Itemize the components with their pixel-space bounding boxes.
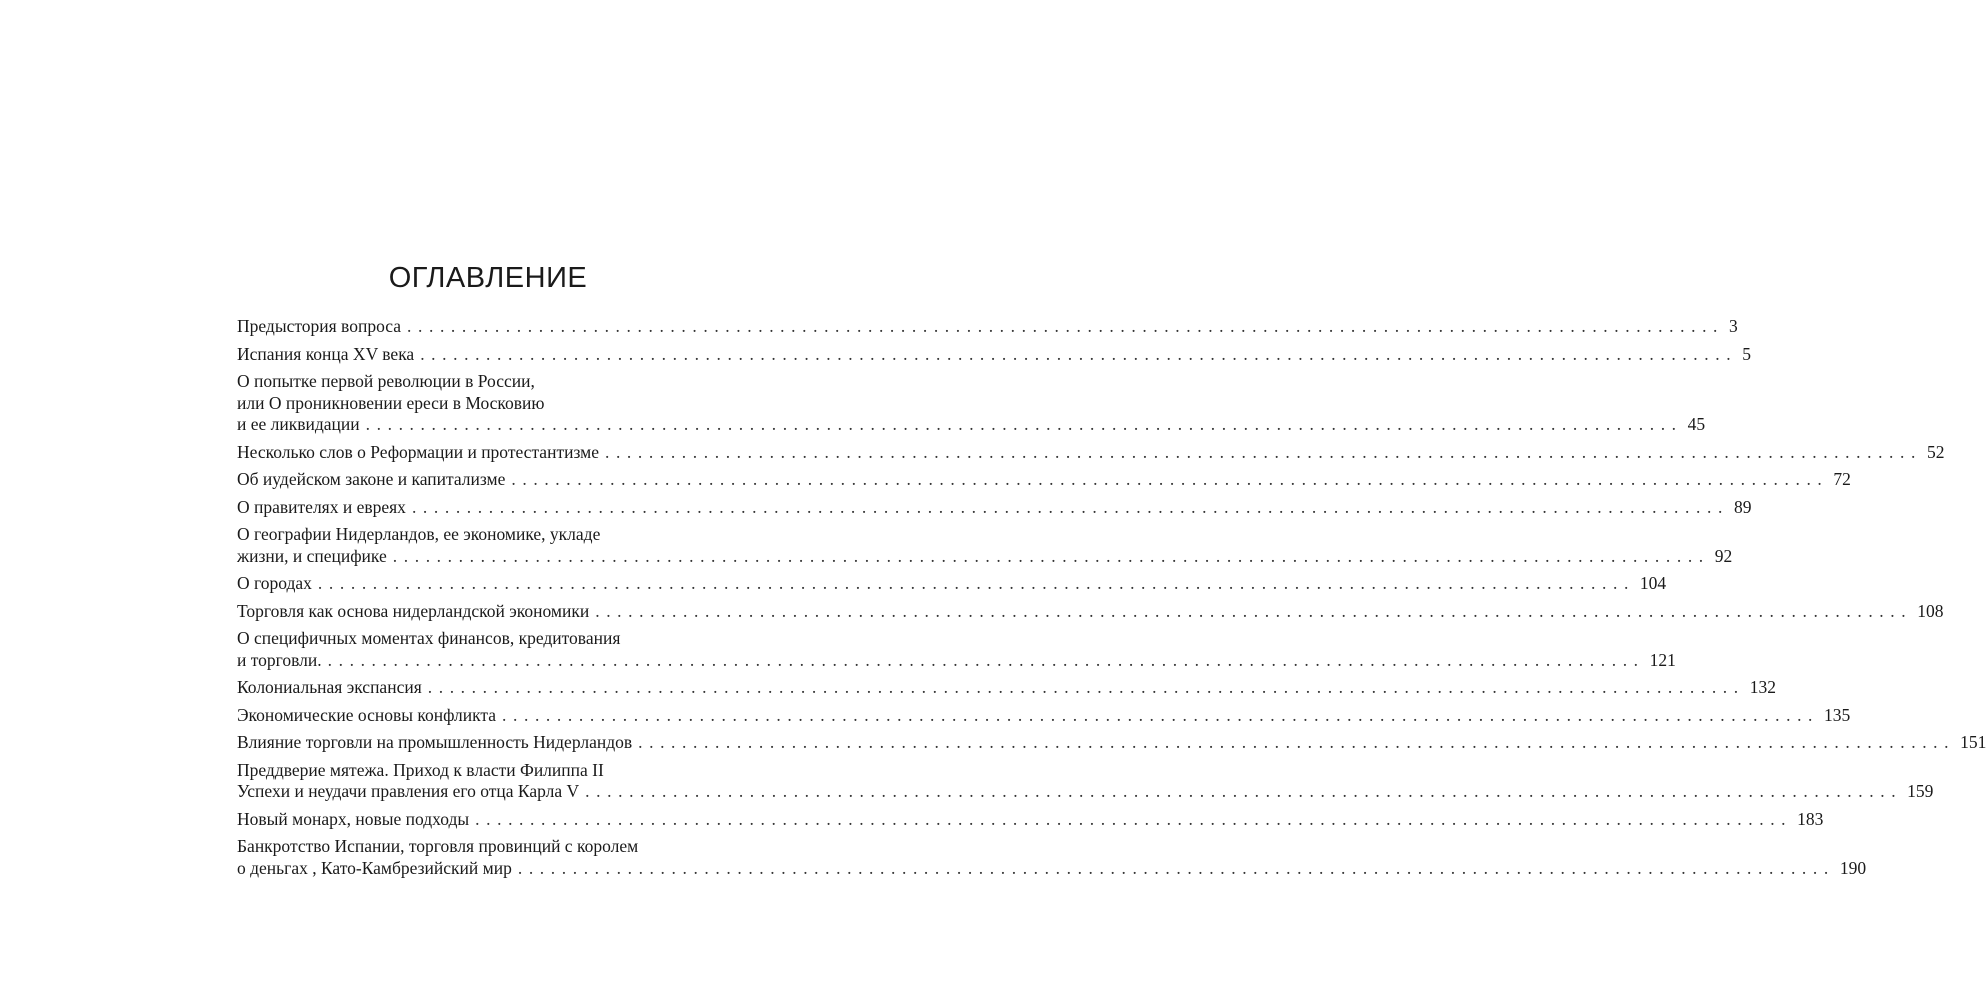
toc-entry <box>237 759 1934 803</box>
toc-entry-last-line <box>237 469 1851 491</box>
dot-leader: ........................................................................................................................ <box>392 545 1710 566</box>
toc-entry-title-line: Испания конца XV века <box>237 343 415 364</box>
dot-leader: ........................................................................................................................ <box>427 677 1745 697</box>
toc-page-number: 52 <box>1926 441 1945 462</box>
toc-entry <box>237 371 1706 436</box>
toc-entry-last-line <box>237 441 1945 464</box>
dot-leader: ........................................................................................................................ <box>411 496 1729 517</box>
toc-entry-title-line: Экономические основы конфликта <box>237 704 497 725</box>
toc-entry <box>237 469 1851 491</box>
dot-leader: ........................................................................................................................ <box>585 781 1903 801</box>
toc-page-number: 183 <box>1797 808 1824 829</box>
toc-page-number: 151 <box>1960 732 1986 752</box>
toc-entry <box>237 441 1945 464</box>
toc-entry-last-line <box>237 857 1867 880</box>
toc-entry-title-line: Преддверие мятежа. Приход к власти Филиппа II <box>237 759 604 780</box>
toc-page-number: 5 <box>1742 343 1751 364</box>
dot-leader: ........................................................................................................................ <box>407 316 1725 336</box>
dot-leader: ........................................................................................................................ <box>604 441 1922 462</box>
toc-page-number: 108 <box>1917 600 1944 621</box>
toc-entry <box>237 808 1824 831</box>
dot-leader: ........................................................................................................................ <box>638 732 1956 752</box>
toc-entry <box>237 524 1733 567</box>
toc-title: ОГЛАВЛЕНИЕ <box>388 262 588 294</box>
toc-entry-last-line <box>237 496 1752 519</box>
toc-entry-last-line <box>237 781 1934 803</box>
toc-page-number: 104 <box>1639 573 1667 593</box>
toc-entry-last-line <box>237 343 1751 366</box>
toc-entry-last-line <box>237 316 1738 338</box>
dot-leader: ........................................................................................................................ <box>502 704 1820 725</box>
toc-entry-last-line <box>237 704 1851 727</box>
toc-entry <box>237 836 1867 879</box>
toc-page-number: 89 <box>1733 496 1752 517</box>
toc-entry-title-line: Влияние торговли на промышленность Нидерландов <box>237 732 633 752</box>
toc-entry-title-line: О городах <box>237 573 312 593</box>
toc-entry-title-line: жизни, и специфике <box>237 545 387 566</box>
toc-entry-last-line <box>237 808 1824 831</box>
toc-entry-last-line <box>237 600 1944 623</box>
toc-entry-last-line <box>237 649 1676 672</box>
dot-leader: ........................................................................................................................ <box>327 649 1645 670</box>
toc-entry <box>237 573 1667 595</box>
toc-page-number: 132 <box>1749 677 1776 697</box>
toc-list <box>237 316 1986 885</box>
toc-entry-title-line: Торговля как основа нидерландской экономики <box>237 600 590 621</box>
toc-entry-title-line: и торговли. <box>237 649 322 670</box>
toc-entry-title-line: Об иудейском законе и капитализме <box>237 469 506 489</box>
toc-entry-title-line: О попытке первой революции в России, <box>237 371 535 391</box>
toc-page-number: 92 <box>1714 545 1733 566</box>
toc-page-number: 190 <box>1839 857 1867 878</box>
toc-entry-title-line: О географии Нидерландов, ее экономике, укладе <box>237 524 601 544</box>
toc-entry <box>237 496 1752 519</box>
dot-leader: ........................................................................................................................ <box>420 343 1738 364</box>
dot-leader: ........................................................................................................................ <box>511 469 1829 489</box>
toc-entry-title-line: Банкротство Испании, торговля провинций с королем <box>237 836 639 856</box>
toc-entry <box>237 732 1986 754</box>
toc-entry <box>237 677 1776 699</box>
toc-entry <box>237 628 1676 671</box>
toc-entry <box>237 704 1851 727</box>
toc-entry-title-line: о деньгах , Като-Камбрезийский мир <box>237 857 512 878</box>
toc-entry-title-line: Предыстория вопроса <box>237 316 402 336</box>
toc-entry-title-line: Успехи и неудачи правления его отца Карла V <box>237 781 580 801</box>
toc-entry <box>237 316 1738 338</box>
dot-leader: ........................................................................................................................ <box>517 857 1835 878</box>
toc-page-number: 45 <box>1687 414 1706 434</box>
toc-entry-last-line <box>237 414 1706 436</box>
toc-entry-title-line: или О проникновении ереси в Московию <box>237 392 545 413</box>
toc-page-number: 159 <box>1907 781 1934 801</box>
toc-entry-title-line: О специфичных моментах финансов, кредитования <box>237 628 621 648</box>
toc-entry-title-line: Новый монарх, новые подходы <box>237 808 470 829</box>
toc-entry-title-line: Несколько слов о Реформации и протестантизме <box>237 441 599 462</box>
dot-leader: ........................................................................................................................ <box>317 573 1635 593</box>
toc-entry-last-line <box>237 545 1733 568</box>
dot-leader: ........................................................................................................................ <box>595 600 1913 621</box>
toc-page-number: 3 <box>1729 316 1738 336</box>
toc-page-number: 135 <box>1824 704 1851 725</box>
toc-page-number: 121 <box>1649 649 1676 670</box>
toc-entry <box>237 600 1944 623</box>
toc-entry-title-line: Колониальная экспансия <box>237 677 422 697</box>
toc-page-number: 72 <box>1833 469 1851 489</box>
dot-leader: ........................................................................................................................ <box>475 808 1793 829</box>
dot-leader: ........................................................................................................................ <box>365 414 1683 434</box>
toc-entry-last-line <box>237 573 1667 595</box>
toc-entry <box>237 343 1751 366</box>
toc-entry-last-line <box>237 732 1986 754</box>
toc-entry-title-line: и ее ликвидации <box>237 414 360 434</box>
toc-entry-last-line <box>237 677 1776 699</box>
toc-entry-title-line: О правителях и евреях <box>237 496 406 517</box>
